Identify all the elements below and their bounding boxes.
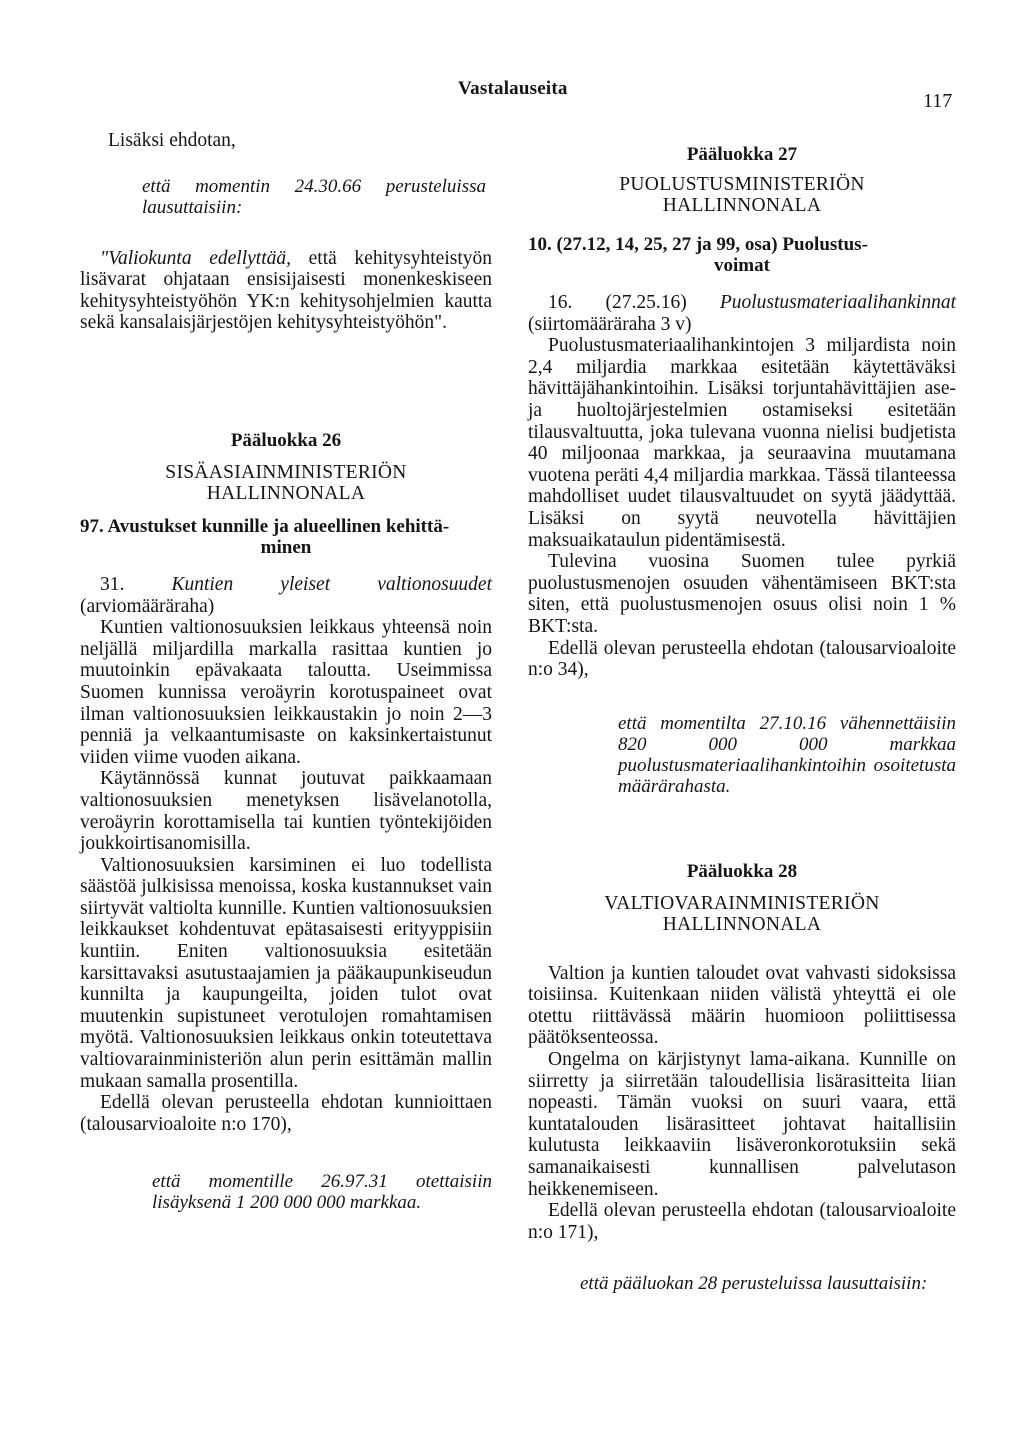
- left-column: [80, 124, 492, 1213]
- item-heading: [80, 516, 492, 558]
- item-heading-continuation: minen: [260, 536, 312, 558]
- body-paragraph: Edellä olevan perusteella ehdotan (talousarvioaloite n:o 34),: [528, 637, 956, 681]
- item-number: 16. (27.25.16): [548, 292, 720, 313]
- item-heading-line: 97. Avustukset kunnille ja alueellinen kehittä-: [80, 515, 450, 537]
- item-heading: [528, 234, 956, 276]
- section-title: PUOLUSTUSMINISTERIÖN HALLINNONALA: [619, 174, 865, 216]
- item-title: Puolustusmateriaalihankinnat: [719, 292, 956, 313]
- body-paragraph: Edellä olevan perusteella ehdotan (talousarvioaloite n:o 171),: [528, 1200, 956, 1243]
- motion-text: että pääluokan 28 perusteluissa lausuttaisiin:: [580, 1273, 928, 1295]
- section-label: Pääluokka 28: [686, 860, 798, 882]
- body-paragraph: Edellä olevan perusteella ehdotan kunnioittaen (talousarvioaloite n:o 170),: [80, 1092, 492, 1135]
- item-number: 31.: [100, 573, 172, 595]
- item-heading-continuation: voimat: [714, 255, 770, 276]
- body-paragraph: Puolustusmateriaalihankintojen 3 miljardista noin 2,4 miljardia markkaa esitetään käytettäväksi hävittäjähankintoihin. Lisäksi torjuntahävittäjien ase- ja huoltojärjestelmien ostamiseksi esitetään tilausvaltuutta, joka tulevana vuonna nielisi budjetista 40 miljoonaa markkaa, ja seuraavina muutamana vuotena peräti 4,4 miljardia markkaa. Tässä tilanteessa mahdolliset uudet tilausvaltuudet on syytä jäädyttää. Lisäksi on syytä neuvotella hävittäjien maksuaikataulun pidentämisestä.: [528, 335, 956, 551]
- section-title: VALTIOVARAINMINISTERIÖN HALLINNONALA: [604, 892, 880, 935]
- intro-text: Lisäksi ehdotan,: [108, 130, 236, 151]
- running-header-title: Vastalauseita: [458, 78, 568, 99]
- page-number: 117: [923, 90, 953, 112]
- body-paragraph: Käytännössä kunnat joutuvat paikkaamaan valtionosuuksien menetyksen lisävelanotolla, veroäyrin korottamisella tai kuntien työntekijöiden joukkoirtisanomisilla.: [80, 768, 492, 855]
- quote-text: että kehitysyhteistyön lisävarat ohjataan ensisijaisesti monenkeskiseen kehitysyhteistyöhön YK:n kehitysohjelmien kautta sekä kansalaisjärjestöjen kehitysyhteistyöhön".: [80, 247, 492, 334]
- body-paragraph: Kuntien valtionosuuksien leikkaus yhteensä noin neljällä miljardilla markalla rasittaa kuntien jo muutoinkin epävakaata taloutta. Useimmissa Suomen kunnissa veroäyrin korotuspaineet ovat ilman valtionosuuksien leikkaustakin jo noin 2—3 penniä ja velkaantumisaste on kaksinkertaistunut viiden viime vuoden aikana.: [80, 617, 492, 768]
- item-line: [80, 574, 492, 617]
- quote-paragraph: [80, 248, 492, 334]
- item-type: (siirtomääräraha 3 v): [528, 313, 692, 335]
- item-heading-line: 10. (27.12, 14, 25, 27 ja 99, osa) Puolustus-: [528, 234, 868, 255]
- section-label: Pääluokka 26: [230, 429, 342, 451]
- item-type: (arviomääräraha): [80, 595, 215, 617]
- section-title: SISÄASIAINMINISTERIÖN HALLINNONALA: [165, 461, 407, 504]
- motion-text: että momentilta 27.10.16 vähennettäisiin 820 000 000 markkaa puolustusmateriaalihankintoihin osoitetusta määrärahasta.: [618, 712, 956, 797]
- body-paragraph: Tulevina vuosina Suomen tulee pyrkiä puolustusmenojen osuuden vähentämiseen BKT:sta siten, että puolustusmenojen osuus olisi noin 1 % BKT:sta.: [528, 551, 956, 637]
- right-column: [528, 124, 956, 1294]
- item-line: [528, 292, 956, 335]
- body-paragraph: Valtionosuuksien karsiminen ei luo todellista säästöä julkisissa menoissa, koska kustannukset vain siirtyvät valtiolta kunnille. Kuntien valtionosuuksien leikkaukset kohdentuvat epätasaisesti erityyppisiin kuntiin. Eniten valtionosuuksia esitetään karsittavaksi asutustaajamien ja pääkaupunkiseudun kunnilta ja kaupungeilta, joiden tulot ovat muutenkin supistuneet verotulojen romahtamisen myötä. Valtionosuuksien leikkaus onkin toteutettava valtiovarainministeriön alun perin esittämän mallin mukaan samalla prosentilla.: [80, 854, 492, 1092]
- item-title: Kuntien yleiset valtionosuudet: [171, 573, 493, 595]
- motion-text: että momentille 26.97.31 otettaisiin lisäyksenä 1 200 000 000 markkaa.: [152, 1171, 492, 1214]
- section-label: Pääluokka 27: [686, 144, 798, 165]
- quote-italic-text: "Valiokunta edellyttää,: [100, 247, 291, 269]
- body-paragraph: Ongelma on kärjistynyt lama-aikana. Kunnille on siirretty ja siirretään taloudellisia lisärasitteita liian nopeasti. Tämän vuoksi on suuri vaara, että kuntatalouden lisärasitteet johtavat haitallisiin kulutusta leikkaaviin lisäveronkorotuksiin sekä samanaikaisesti kunnallisen palvelutason heikkenemiseen.: [528, 1049, 956, 1200]
- body-paragraph: Valtion ja kuntien taloudet ovat vahvasti sidoksissa toisiinsa. Kuitenkaan niiden välistä yhteyttä ei ole otettu riittävässä määrin huomioon poliittisessa päätöksenteossa.: [528, 962, 956, 1049]
- motion-text: että momentin 24.30.66 perusteluissa lausuttaisiin:: [142, 175, 486, 218]
